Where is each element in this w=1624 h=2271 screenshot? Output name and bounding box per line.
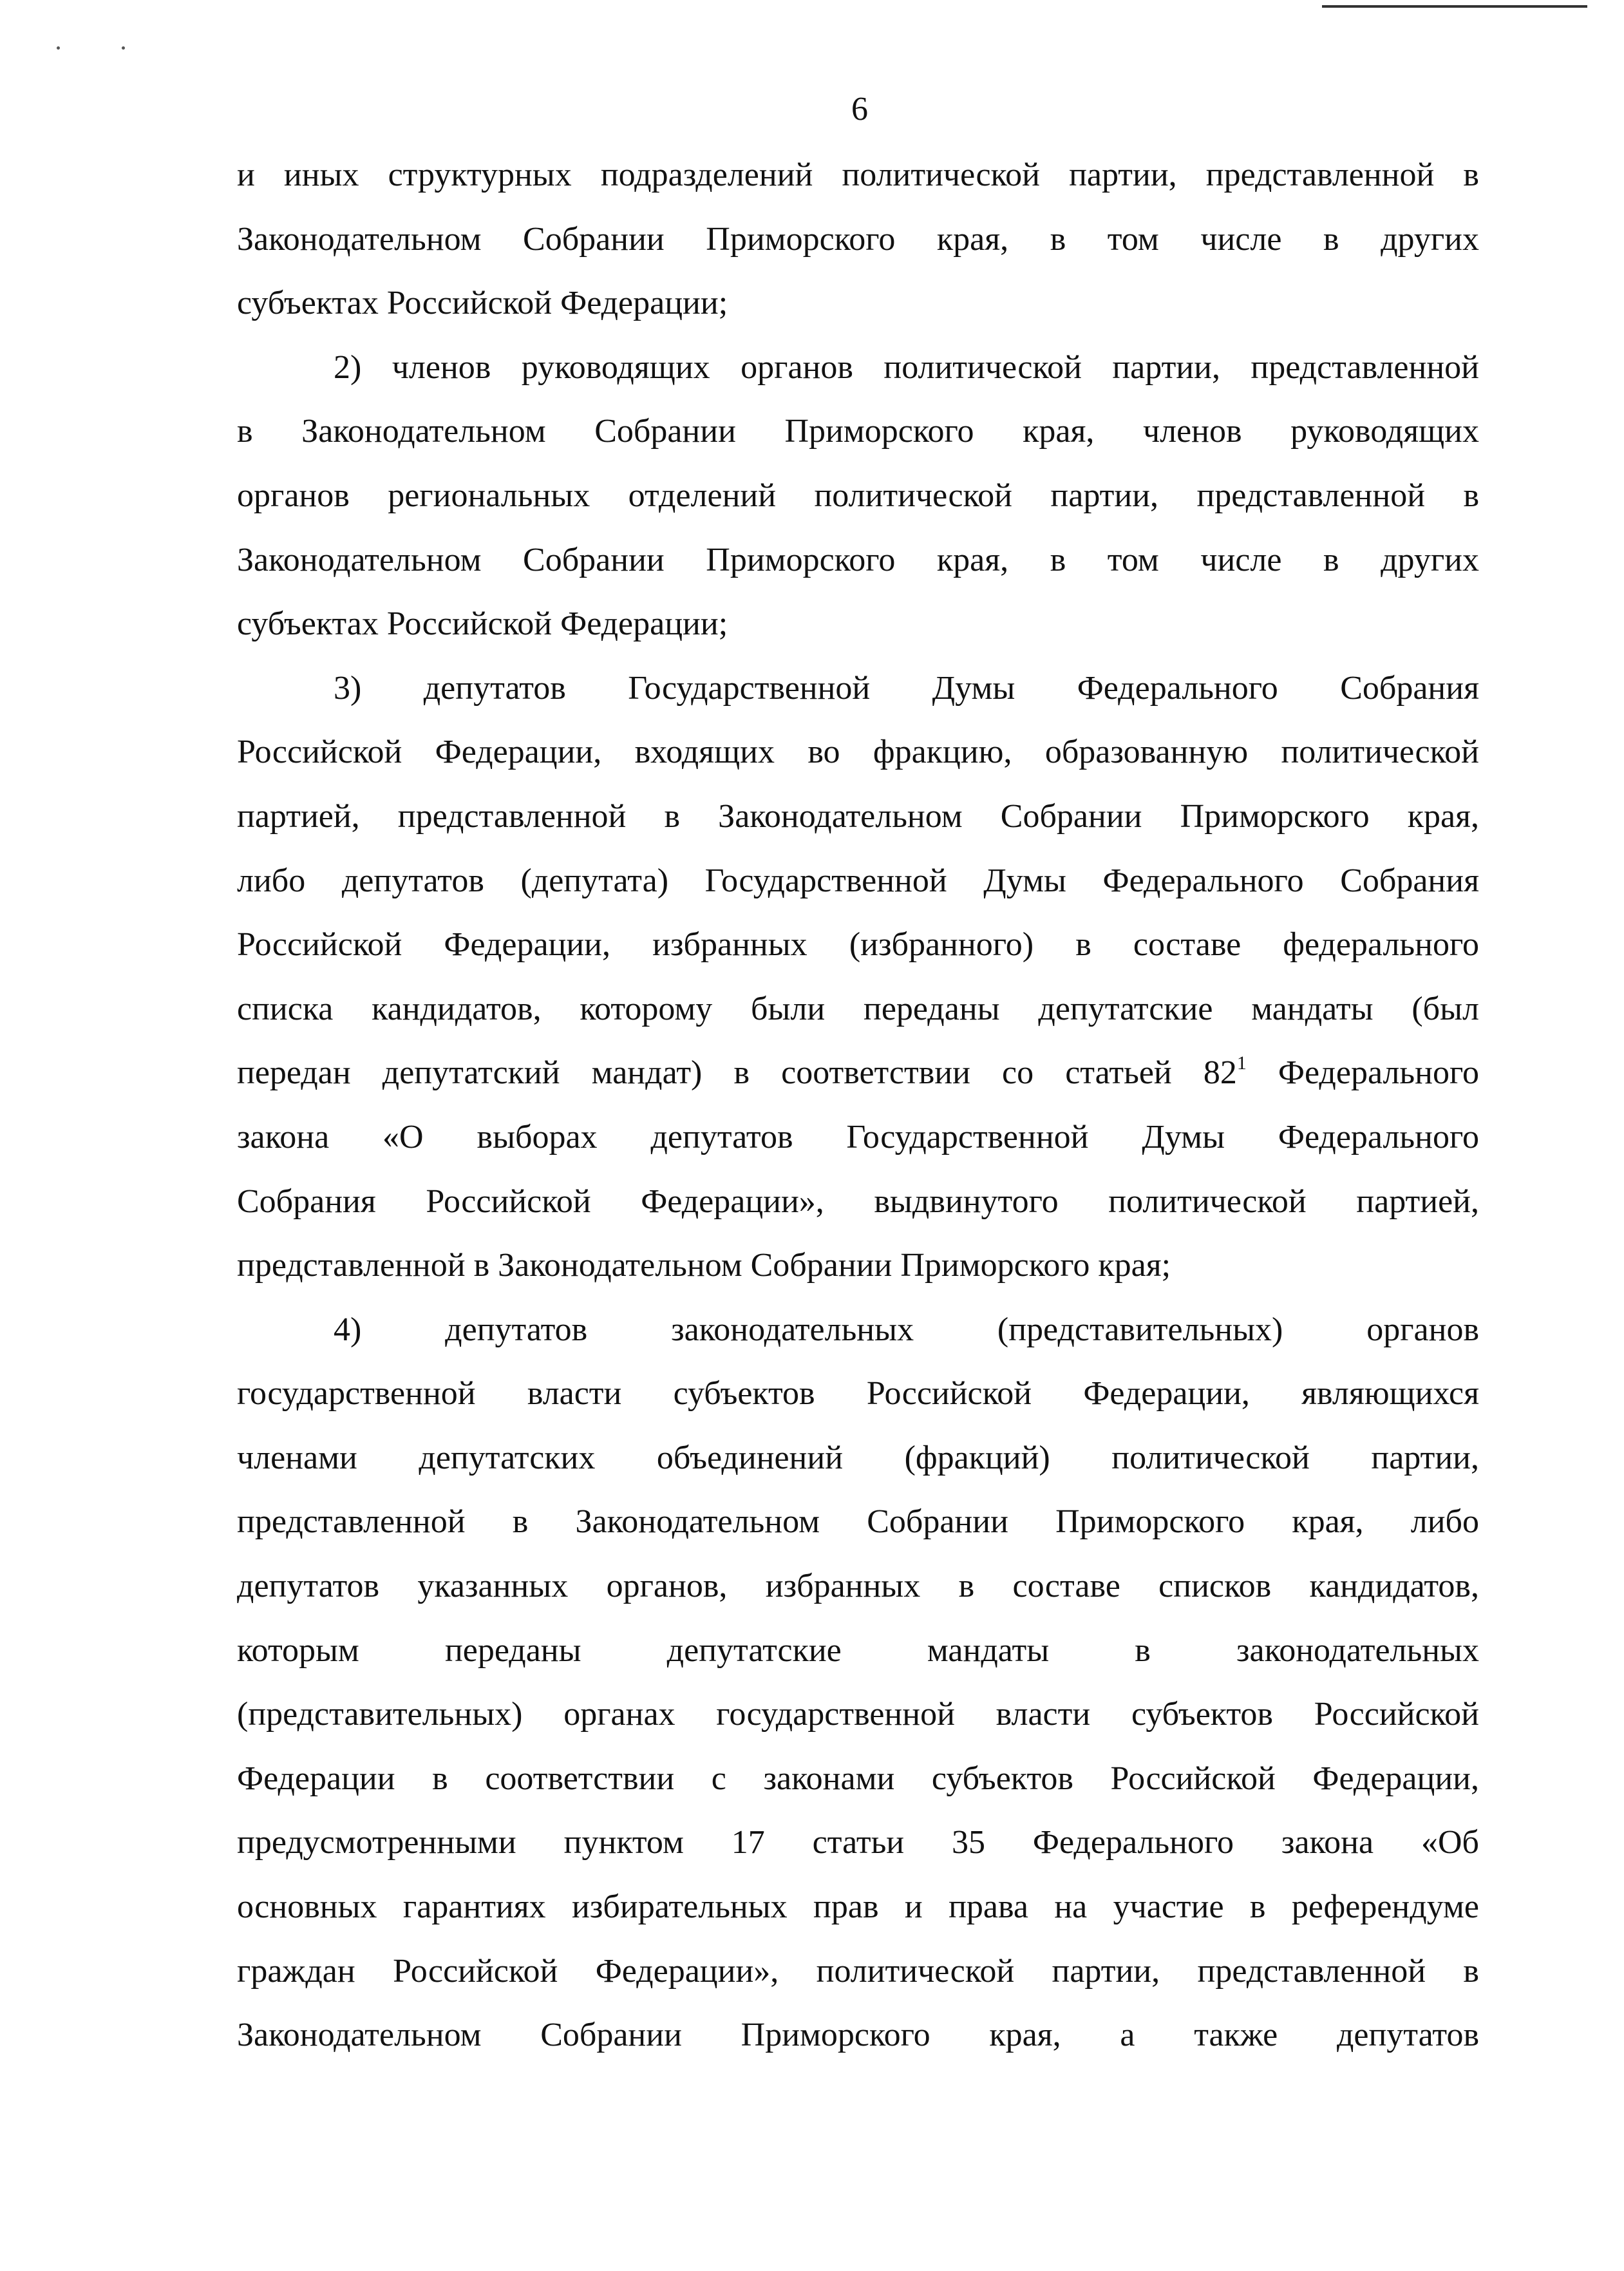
text-line: субъектах Российской Федерации; [237,605,728,643]
text-line [237,1041,1479,1105]
text-line: членами депутатских объединений (фракций) политической партии, [237,1439,1479,1476]
top-edge-rule [1322,5,1587,8]
scan-speck [122,46,125,50]
text-line: Федерации в соответствии с законами субъектов Российской Федерации, [237,1760,1479,1797]
text-line: (представительных) органах государственной власти субъектов Российской [237,1696,1479,1733]
text-line: партией, представленной в Законодательном Собрании Приморского края, [237,797,1479,835]
text-line: субъектах Российской Федерации; [237,285,728,322]
text-line: Российской Федерации, входящих во фракцию, образованную политической [237,734,1479,771]
text-segment: передан депутатский мандат) в соответствии со статьей 82 [237,1054,1237,1092]
paragraph [237,656,1479,1298]
text-line: представленной в Законодательном Собрании Приморского края; [237,1247,1171,1284]
text-line: представленной в Законодательном Собрании Приморского края, либо [237,1503,1479,1541]
text-line: 2) членов руководящих органов политической партии, представленной [334,348,1479,386]
text-line: Законодательном Собрании Приморского края, а также депутатов [237,2017,1479,2054]
text-line: Законодательном Собрании Приморского края, в том числе в других [237,220,1479,258]
page-number: 6 [851,91,868,128]
paragraph [237,1298,1479,2067]
text-line: предусмотренными пунктом 17 статьи 35 Федерального закона «Об [237,1824,1479,1861]
scan-speck [57,46,60,50]
paragraph [237,143,1479,336]
text-line: в Законодательном Собрании Приморского края, членов руководящих [237,413,1479,450]
text-line: которым переданы депутатские мандаты в законодательных [237,1631,1479,1669]
document-body [237,143,1479,2067]
text-line: списка кандидатов, которому были переданы депутатские мандаты (был [237,990,1479,1027]
text-line: основных гарантиях избирательных прав и права на участие в референдуме [237,1888,1479,1926]
text-line: и иных структурных подразделений политической партии, представленной в [237,157,1479,193]
text-line: закона «О выборах депутатов Государственной Думы Федерального [237,1118,1479,1155]
paragraph [237,336,1479,656]
text-line: либо депутатов (депутата) Государственной Думы Федерального Собрания [237,862,1479,899]
text-line: Законодательном Собрании Приморского края, в том числе в других [237,541,1479,578]
text-line: Собрания Российской Федерации», выдвинутого политической партией, [237,1183,1479,1220]
text-line: 4) депутатов законодательных (представительных) органов [334,1311,1479,1348]
text-line: органов региональных отделений политической партии, представленной в [237,477,1479,514]
text-segment: Федерального [1246,1054,1479,1092]
superscript: 1 [1236,1052,1247,1074]
text-line: государственной власти субъектов Российской Федерации, являющихся [237,1375,1479,1412]
text-line: 3) депутатов Государственной Думы Федерального Собрания [334,669,1479,707]
text-line: граждан Российской Федерации», политической партии, представленной в [237,1952,1479,1990]
text-line: депутатов указанных органов, избранных в составе списков кандидатов, [237,1568,1479,1605]
text-line: Российской Федерации, избранных (избранного) в составе федерального [237,926,1479,964]
